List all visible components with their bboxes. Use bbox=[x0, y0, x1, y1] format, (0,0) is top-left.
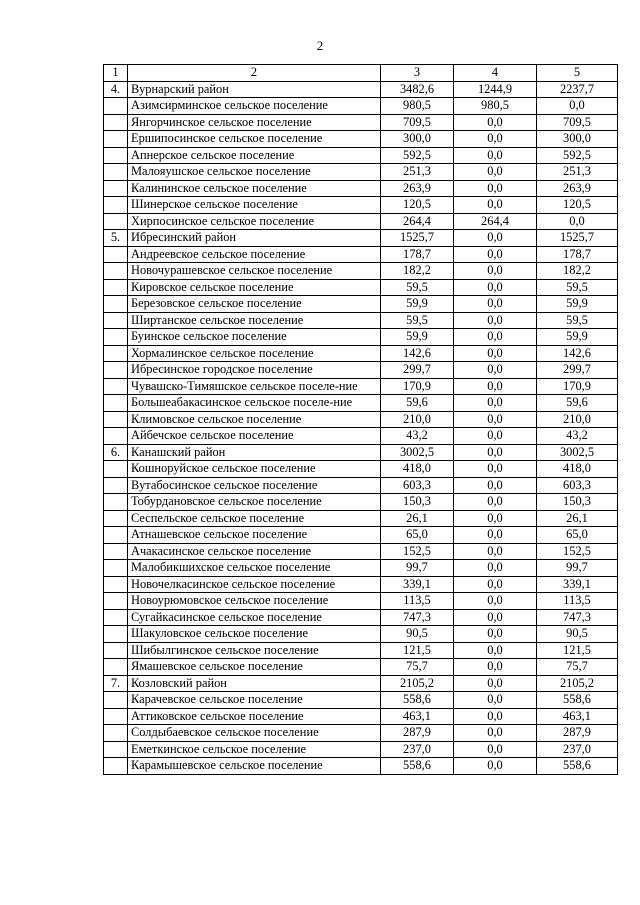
row-index bbox=[104, 164, 128, 181]
row-name: Козловский район bbox=[128, 675, 381, 692]
table-row bbox=[104, 593, 618, 610]
row-value-col4: 0,0 bbox=[454, 477, 537, 494]
row-value-col4: 0,0 bbox=[454, 197, 537, 214]
table-row-district bbox=[104, 230, 618, 247]
table-header-row bbox=[104, 65, 618, 82]
row-value-col5: 418,0 bbox=[537, 461, 618, 478]
row-value-col5: 59,5 bbox=[537, 312, 618, 329]
table-row bbox=[104, 576, 618, 593]
row-value-col3: 339,1 bbox=[381, 576, 454, 593]
row-name: Азимсирминское сельское поселение bbox=[128, 98, 381, 115]
row-value-col3: 152,5 bbox=[381, 543, 454, 560]
row-value-col3: 603,3 bbox=[381, 477, 454, 494]
row-name: Карамышевское сельское поселение bbox=[128, 758, 381, 775]
row-value-col4: 0,0 bbox=[454, 246, 537, 263]
column-header: 1 bbox=[104, 65, 128, 82]
row-index bbox=[104, 758, 128, 775]
table-row bbox=[104, 725, 618, 742]
row-value-col4: 0,0 bbox=[454, 395, 537, 412]
row-value-col4: 1244,9 bbox=[454, 81, 537, 98]
row-index bbox=[104, 395, 128, 412]
row-value-col4: 0,0 bbox=[454, 180, 537, 197]
row-value-col4: 0,0 bbox=[454, 609, 537, 626]
table-row bbox=[104, 246, 618, 263]
row-value-col5: 43,2 bbox=[537, 428, 618, 445]
row-name: Тобурдановское сельское поселение bbox=[128, 494, 381, 511]
row-value-col3: 178,7 bbox=[381, 246, 454, 263]
row-value-col3: 210,0 bbox=[381, 411, 454, 428]
row-value-col4: 0,0 bbox=[454, 642, 537, 659]
row-name: Калининское сельское поселение bbox=[128, 180, 381, 197]
row-name: Ширтанское сельское поселение bbox=[128, 312, 381, 329]
row-index bbox=[104, 147, 128, 164]
row-index bbox=[104, 180, 128, 197]
row-value-col4: 0,0 bbox=[454, 708, 537, 725]
table-row bbox=[104, 147, 618, 164]
row-value-col3: 287,9 bbox=[381, 725, 454, 742]
row-value-col5: 59,9 bbox=[537, 296, 618, 313]
row-value-col4: 0,0 bbox=[454, 527, 537, 544]
row-name: Чувашско-Тимяшское сельское поселе-ние bbox=[128, 378, 381, 395]
row-value-col5: 463,1 bbox=[537, 708, 618, 725]
row-value-col3: 26,1 bbox=[381, 510, 454, 527]
row-index bbox=[104, 692, 128, 709]
row-value-col5: 59,5 bbox=[537, 279, 618, 296]
row-name: Вутабосинское сельское поселение bbox=[128, 477, 381, 494]
row-value-col3: 592,5 bbox=[381, 147, 454, 164]
row-value-col5: 237,0 bbox=[537, 741, 618, 758]
table-row bbox=[104, 329, 618, 346]
row-index bbox=[104, 626, 128, 643]
row-index bbox=[104, 98, 128, 115]
budget-table bbox=[103, 64, 618, 775]
row-index bbox=[104, 411, 128, 428]
row-value-col3: 237,0 bbox=[381, 741, 454, 758]
row-value-col3: 43,2 bbox=[381, 428, 454, 445]
row-name: Ямашевское сельское поселение bbox=[128, 659, 381, 676]
row-value-col5: 178,7 bbox=[537, 246, 618, 263]
row-index bbox=[104, 428, 128, 445]
row-value-col3: 251,3 bbox=[381, 164, 454, 181]
table-row bbox=[104, 180, 618, 197]
row-name: Андреевское сельское поселение bbox=[128, 246, 381, 263]
row-name: Ачакасинское сельское поселение bbox=[128, 543, 381, 560]
table-row bbox=[104, 296, 618, 313]
row-value-col3: 75,7 bbox=[381, 659, 454, 676]
row-name: Новочелкасинское сельское поселение bbox=[128, 576, 381, 593]
row-value-col5: 339,1 bbox=[537, 576, 618, 593]
table-row bbox=[104, 494, 618, 511]
row-index bbox=[104, 296, 128, 313]
row-name: Еметкинское сельское поселение bbox=[128, 741, 381, 758]
row-value-col4: 0,0 bbox=[454, 345, 537, 362]
row-name: Новоурюмовское сельское поселение bbox=[128, 593, 381, 610]
row-value-col3: 3482,6 bbox=[381, 81, 454, 98]
row-value-col4: 0,0 bbox=[454, 725, 537, 742]
table-row bbox=[104, 263, 618, 280]
row-value-col3: 1525,7 bbox=[381, 230, 454, 247]
table-row bbox=[104, 98, 618, 115]
table-row bbox=[104, 345, 618, 362]
row-value-col4: 0,0 bbox=[454, 147, 537, 164]
row-value-col3: 264,4 bbox=[381, 213, 454, 230]
row-name: Малояушское сельское поселение bbox=[128, 164, 381, 181]
column-header: 5 bbox=[537, 65, 618, 82]
row-value-col4: 0,0 bbox=[454, 378, 537, 395]
row-value-col4: 0,0 bbox=[454, 576, 537, 593]
row-value-col4: 0,0 bbox=[454, 461, 537, 478]
table-row bbox=[104, 213, 618, 230]
row-index: 6. bbox=[104, 444, 128, 461]
row-value-col5: 603,3 bbox=[537, 477, 618, 494]
table-row bbox=[104, 114, 618, 131]
row-value-col4: 0,0 bbox=[454, 279, 537, 296]
row-value-col5: 152,5 bbox=[537, 543, 618, 560]
table-row-district bbox=[104, 675, 618, 692]
row-name: Хормалинское сельское поселение bbox=[128, 345, 381, 362]
row-value-col5: 2237,7 bbox=[537, 81, 618, 98]
table-row bbox=[104, 131, 618, 148]
row-value-col3: 65,0 bbox=[381, 527, 454, 544]
row-value-col3: 113,5 bbox=[381, 593, 454, 610]
row-value-col4: 0,0 bbox=[454, 362, 537, 379]
row-value-col5: 59,9 bbox=[537, 329, 618, 346]
row-value-col4: 0,0 bbox=[454, 411, 537, 428]
row-value-col3: 59,5 bbox=[381, 312, 454, 329]
row-value-col3: 2105,2 bbox=[381, 675, 454, 692]
table-row bbox=[104, 362, 618, 379]
row-value-col4: 0,0 bbox=[454, 444, 537, 461]
row-value-col3: 170,9 bbox=[381, 378, 454, 395]
row-name: Ибресинское городское поселение bbox=[128, 362, 381, 379]
row-index bbox=[104, 329, 128, 346]
row-value-col5: 558,6 bbox=[537, 692, 618, 709]
row-index bbox=[104, 725, 128, 742]
row-name: Сеспельское сельское поселение bbox=[128, 510, 381, 527]
row-value-col3: 558,6 bbox=[381, 758, 454, 775]
row-index bbox=[104, 114, 128, 131]
row-name: Вурнарский район bbox=[128, 81, 381, 98]
row-value-col3: 59,9 bbox=[381, 296, 454, 313]
row-value-col4: 264,4 bbox=[454, 213, 537, 230]
row-index bbox=[104, 741, 128, 758]
row-value-col4: 0,0 bbox=[454, 296, 537, 313]
row-value-col5: 99,7 bbox=[537, 560, 618, 577]
row-value-col5: 59,6 bbox=[537, 395, 618, 412]
row-name: Атнашевское сельское поселение bbox=[128, 527, 381, 544]
row-value-col3: 59,6 bbox=[381, 395, 454, 412]
table-row bbox=[104, 609, 618, 626]
table-row bbox=[104, 279, 618, 296]
row-value-col5: 0,0 bbox=[537, 213, 618, 230]
row-value-col4: 0,0 bbox=[454, 263, 537, 280]
row-index: 5. bbox=[104, 230, 128, 247]
row-index bbox=[104, 197, 128, 214]
row-index bbox=[104, 576, 128, 593]
row-value-col5: 709,5 bbox=[537, 114, 618, 131]
row-name: Малобикшихское сельское поселение bbox=[128, 560, 381, 577]
row-value-col5: 251,3 bbox=[537, 164, 618, 181]
row-value-col3: 299,7 bbox=[381, 362, 454, 379]
row-value-col3: 182,2 bbox=[381, 263, 454, 280]
row-index bbox=[104, 461, 128, 478]
row-name: Айбечское сельское поселение bbox=[128, 428, 381, 445]
row-index bbox=[104, 659, 128, 676]
row-index bbox=[104, 131, 128, 148]
row-value-col5: 1525,7 bbox=[537, 230, 618, 247]
row-name: Сугайкасинское сельское поселение bbox=[128, 609, 381, 626]
row-value-col5: 210,0 bbox=[537, 411, 618, 428]
row-name: Кировское сельское поселение bbox=[128, 279, 381, 296]
row-index bbox=[104, 246, 128, 263]
row-index bbox=[104, 494, 128, 511]
row-index bbox=[104, 345, 128, 362]
row-value-col5: 558,6 bbox=[537, 758, 618, 775]
row-index bbox=[104, 543, 128, 560]
row-index bbox=[104, 477, 128, 494]
row-value-col4: 0,0 bbox=[454, 692, 537, 709]
row-value-col4: 0,0 bbox=[454, 329, 537, 346]
table-row bbox=[104, 527, 618, 544]
table-row-district bbox=[104, 81, 618, 98]
row-value-col5: 150,3 bbox=[537, 494, 618, 511]
row-value-col4: 0,0 bbox=[454, 659, 537, 676]
table-row bbox=[104, 428, 618, 445]
row-value-col4: 980,5 bbox=[454, 98, 537, 115]
row-index bbox=[104, 510, 128, 527]
table-row bbox=[104, 741, 618, 758]
row-index bbox=[104, 527, 128, 544]
column-header: 2 bbox=[128, 65, 381, 82]
table-row bbox=[104, 708, 618, 725]
row-value-col4: 0,0 bbox=[454, 560, 537, 577]
row-value-col4: 0,0 bbox=[454, 312, 537, 329]
table-row bbox=[104, 164, 618, 181]
row-value-col5: 2105,2 bbox=[537, 675, 618, 692]
table-row bbox=[104, 560, 618, 577]
row-value-col4: 0,0 bbox=[454, 164, 537, 181]
table-row bbox=[104, 543, 618, 560]
row-value-col3: 59,5 bbox=[381, 279, 454, 296]
row-value-col3: 463,1 bbox=[381, 708, 454, 725]
table-row bbox=[104, 477, 618, 494]
row-index bbox=[104, 362, 128, 379]
column-header: 3 bbox=[381, 65, 454, 82]
row-name: Аттиковское сельское поселение bbox=[128, 708, 381, 725]
table-row-district bbox=[104, 444, 618, 461]
row-value-col5: 142,6 bbox=[537, 345, 618, 362]
row-index bbox=[104, 642, 128, 659]
row-value-col3: 263,9 bbox=[381, 180, 454, 197]
table-row bbox=[104, 411, 618, 428]
row-name: Янгорчинское сельское поселение bbox=[128, 114, 381, 131]
table-row bbox=[104, 197, 618, 214]
column-header: 4 bbox=[454, 65, 537, 82]
table-row bbox=[104, 461, 618, 478]
table-row bbox=[104, 378, 618, 395]
row-value-col3: 121,5 bbox=[381, 642, 454, 659]
row-value-col4: 0,0 bbox=[454, 593, 537, 610]
row-value-col5: 90,5 bbox=[537, 626, 618, 643]
row-value-col4: 0,0 bbox=[454, 626, 537, 643]
row-value-col5: 287,9 bbox=[537, 725, 618, 742]
row-value-col4: 0,0 bbox=[454, 758, 537, 775]
row-index bbox=[104, 279, 128, 296]
row-name: Ибресинский район bbox=[128, 230, 381, 247]
row-value-col5: 747,3 bbox=[537, 609, 618, 626]
row-name: Буинское сельское поселение bbox=[128, 329, 381, 346]
row-name: Березовское сельское поселение bbox=[128, 296, 381, 313]
row-value-col3: 418,0 bbox=[381, 461, 454, 478]
row-value-col5: 120,5 bbox=[537, 197, 618, 214]
row-value-col3: 90,5 bbox=[381, 626, 454, 643]
row-value-col5: 3002,5 bbox=[537, 444, 618, 461]
row-value-col4: 0,0 bbox=[454, 675, 537, 692]
row-value-col5: 0,0 bbox=[537, 98, 618, 115]
row-name: Хирпосинское сельское поселение bbox=[128, 213, 381, 230]
row-index bbox=[104, 378, 128, 395]
row-index bbox=[104, 609, 128, 626]
row-value-col4: 0,0 bbox=[454, 510, 537, 527]
row-value-col4: 0,0 bbox=[454, 741, 537, 758]
row-name: Ершипосинское сельское поселение bbox=[128, 131, 381, 148]
table-row bbox=[104, 692, 618, 709]
table-row bbox=[104, 312, 618, 329]
row-index bbox=[104, 593, 128, 610]
row-value-col4: 0,0 bbox=[454, 114, 537, 131]
table-row bbox=[104, 395, 618, 412]
row-name: Большеабакасинское сельское поселе-ние bbox=[128, 395, 381, 412]
page-number: 2 bbox=[316, 38, 324, 53]
row-value-col3: 747,3 bbox=[381, 609, 454, 626]
row-value-col5: 299,7 bbox=[537, 362, 618, 379]
row-value-col3: 3002,5 bbox=[381, 444, 454, 461]
table-row bbox=[104, 510, 618, 527]
row-value-col4: 0,0 bbox=[454, 428, 537, 445]
row-name: Апнерское сельское поселение bbox=[128, 147, 381, 164]
row-value-col4: 0,0 bbox=[454, 543, 537, 560]
row-index bbox=[104, 312, 128, 329]
row-name: Шакуловское сельское поселение bbox=[128, 626, 381, 643]
row-index: 7. bbox=[104, 675, 128, 692]
table-row bbox=[104, 642, 618, 659]
row-value-col3: 300,0 bbox=[381, 131, 454, 148]
row-name: Шинерское сельское поселение bbox=[128, 197, 381, 214]
row-value-col3: 709,5 bbox=[381, 114, 454, 131]
row-value-col3: 59,9 bbox=[381, 329, 454, 346]
row-value-col5: 263,9 bbox=[537, 180, 618, 197]
row-name: Канашский район bbox=[128, 444, 381, 461]
row-value-col5: 113,5 bbox=[537, 593, 618, 610]
row-value-col3: 980,5 bbox=[381, 98, 454, 115]
row-name: Карачевское сельское поселение bbox=[128, 692, 381, 709]
row-value-col5: 121,5 bbox=[537, 642, 618, 659]
row-value-col5: 75,7 bbox=[537, 659, 618, 676]
row-name: Климовское сельское поселение bbox=[128, 411, 381, 428]
row-value-col3: 142,6 bbox=[381, 345, 454, 362]
row-value-col5: 592,5 bbox=[537, 147, 618, 164]
row-index bbox=[104, 560, 128, 577]
row-index: 4. bbox=[104, 81, 128, 98]
row-value-col5: 26,1 bbox=[537, 510, 618, 527]
row-value-col3: 120,5 bbox=[381, 197, 454, 214]
row-name: Солдыбаевское сельское поселение bbox=[128, 725, 381, 742]
row-value-col5: 170,9 bbox=[537, 378, 618, 395]
row-value-col4: 0,0 bbox=[454, 131, 537, 148]
row-name: Новочурашевское сельское поселение bbox=[128, 263, 381, 280]
row-value-col5: 300,0 bbox=[537, 131, 618, 148]
row-value-col3: 150,3 bbox=[381, 494, 454, 511]
row-index bbox=[104, 263, 128, 280]
row-index bbox=[104, 213, 128, 230]
row-value-col4: 0,0 bbox=[454, 230, 537, 247]
row-value-col5: 65,0 bbox=[537, 527, 618, 544]
row-name: Шибылгинское сельское поселение bbox=[128, 642, 381, 659]
table-row bbox=[104, 626, 618, 643]
row-value-col3: 558,6 bbox=[381, 692, 454, 709]
row-value-col4: 0,0 bbox=[454, 494, 537, 511]
row-name: Кошноруйское сельское поселение bbox=[128, 461, 381, 478]
row-value-col5: 182,2 bbox=[537, 263, 618, 280]
row-index bbox=[104, 708, 128, 725]
table-row bbox=[104, 659, 618, 676]
table-row bbox=[104, 758, 618, 775]
row-value-col3: 99,7 bbox=[381, 560, 454, 577]
